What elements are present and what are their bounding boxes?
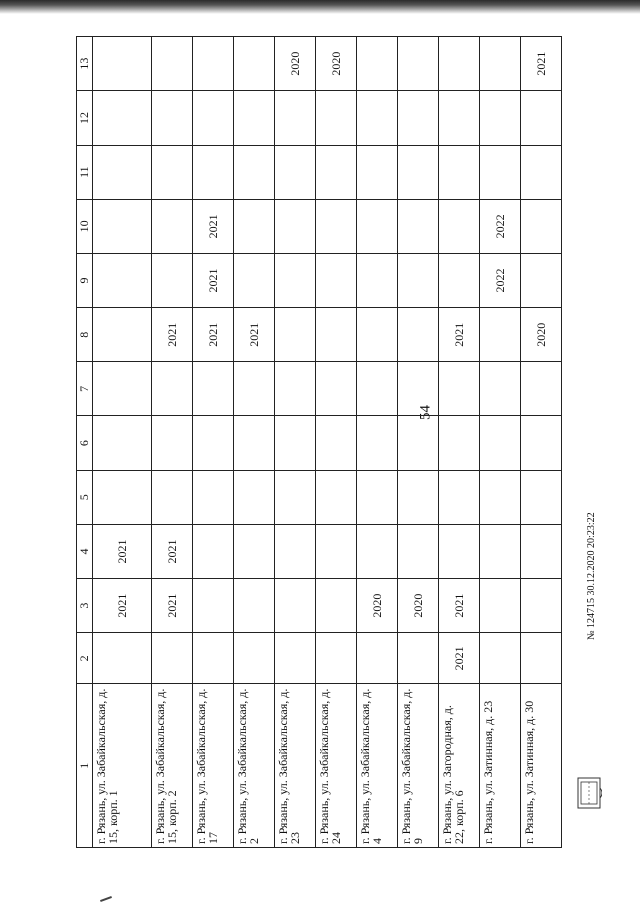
- year-cell: [93, 308, 152, 362]
- year-cell: [480, 37, 521, 91]
- year-cell: [480, 91, 521, 145]
- year-cell: [316, 199, 357, 253]
- year-cell: [439, 37, 480, 91]
- year-cell: [357, 91, 398, 145]
- table-row: [398, 37, 439, 848]
- table-row: [521, 37, 562, 848]
- year-cell: [521, 145, 562, 199]
- year-cell: [480, 470, 521, 524]
- header-cell: 13: [77, 37, 93, 91]
- year-cell: [152, 199, 193, 253]
- header-cell: 2: [77, 633, 93, 684]
- year-cell: [357, 145, 398, 199]
- year-cell: [152, 37, 193, 91]
- address-cell: г. Рязань, ул. Забайкальская, д. 24: [316, 684, 357, 848]
- year-cell: 2020: [316, 37, 357, 91]
- year-cell: [193, 633, 234, 684]
- year-cell: [316, 524, 357, 578]
- year-cell: 2021: [152, 524, 193, 578]
- header-cell: 11: [77, 145, 93, 199]
- year-cell: [439, 145, 480, 199]
- year-cell: [398, 416, 439, 470]
- year-cell: [398, 633, 439, 684]
- page-number: 54: [417, 405, 434, 420]
- year-cell: [234, 362, 275, 416]
- year-cell: [93, 91, 152, 145]
- year-cell: [152, 416, 193, 470]
- year-cell: [152, 91, 193, 145]
- year-cell: [93, 416, 152, 470]
- year-cell: [357, 199, 398, 253]
- table-row: [357, 37, 398, 848]
- year-cell: [234, 199, 275, 253]
- year-cell: [398, 199, 439, 253]
- year-cell: [152, 253, 193, 307]
- year-cell: [398, 362, 439, 416]
- address-cell: г. Рязань, ул. Забайкальская, д. 15, корп. 1: [93, 684, 152, 848]
- address-cell: г. Рязань, ул. Забайкальская, д. 2: [234, 684, 275, 848]
- year-cell: [193, 524, 234, 578]
- year-cell: [275, 145, 316, 199]
- year-cell: [275, 253, 316, 307]
- year-cell: 2021: [152, 579, 193, 633]
- header-row: [77, 37, 93, 848]
- year-cell: [398, 145, 439, 199]
- schedule-table: [76, 36, 562, 848]
- year-cell: [357, 37, 398, 91]
- year-cell: 2020: [521, 308, 562, 362]
- year-cell: [480, 145, 521, 199]
- year-cell: [93, 362, 152, 416]
- year-cell: [480, 633, 521, 684]
- year-cell: [275, 524, 316, 578]
- address-cell: г. Рязань, ул. Забайкальская, д. 9: [398, 684, 439, 848]
- year-cell: 2020: [398, 579, 439, 633]
- scan-edge-shadow: [0, 0, 640, 14]
- year-cell: [193, 579, 234, 633]
- year-cell: [275, 91, 316, 145]
- year-cell: [398, 253, 439, 307]
- header-cell: 5: [77, 470, 93, 524]
- year-cell: [152, 633, 193, 684]
- year-cell: [480, 416, 521, 470]
- document-registration-stamp: № 124715 30.12.2020 20:23:22: [586, 512, 597, 640]
- year-cell: [316, 470, 357, 524]
- year-cell: [193, 416, 234, 470]
- year-cell: [439, 416, 480, 470]
- year-cell: 2021: [193, 253, 234, 307]
- year-cell: [521, 633, 562, 684]
- year-cell: 2022: [480, 199, 521, 253]
- year-cell: [234, 253, 275, 307]
- year-cell: [93, 199, 152, 253]
- year-cell: 2020: [357, 579, 398, 633]
- year-cell: 2021: [439, 579, 480, 633]
- year-cell: [398, 37, 439, 91]
- year-cell: [193, 37, 234, 91]
- address-cell: г. Рязань, ул. Забайкальская, д. 17: [193, 684, 234, 848]
- year-cell: 2021: [439, 308, 480, 362]
- year-cell: 2020: [275, 37, 316, 91]
- year-cell: [93, 37, 152, 91]
- year-cell: [193, 145, 234, 199]
- year-cell: [234, 91, 275, 145]
- year-cell: [398, 91, 439, 145]
- table-row: [439, 37, 480, 848]
- year-cell: [480, 308, 521, 362]
- year-cell: [193, 470, 234, 524]
- scan-mark: [100, 896, 112, 902]
- year-cell: [234, 470, 275, 524]
- year-cell: [357, 524, 398, 578]
- table-row: [275, 37, 316, 848]
- year-cell: [275, 199, 316, 253]
- year-cell: [480, 579, 521, 633]
- header-cell: 4: [77, 524, 93, 578]
- year-cell: [275, 470, 316, 524]
- year-cell: [193, 362, 234, 416]
- year-cell: [521, 91, 562, 145]
- year-cell: [439, 253, 480, 307]
- year-cell: [357, 308, 398, 362]
- year-cell: [93, 253, 152, 307]
- table-row: [480, 37, 521, 848]
- year-cell: [234, 416, 275, 470]
- year-cell: [439, 470, 480, 524]
- year-cell: [398, 524, 439, 578]
- year-cell: 2021: [521, 37, 562, 91]
- header-cell: 10: [77, 199, 93, 253]
- year-cell: [357, 470, 398, 524]
- table-row: [93, 37, 152, 848]
- year-cell: 2021: [93, 579, 152, 633]
- table-row: [316, 37, 357, 848]
- year-cell: [521, 470, 562, 524]
- year-cell: [316, 308, 357, 362]
- year-cell: [316, 253, 357, 307]
- address-cell: г. Рязань, ул. Забайкальская, д. 15, корп. 2: [152, 684, 193, 848]
- year-cell: [439, 91, 480, 145]
- year-cell: [152, 145, 193, 199]
- year-cell: [316, 633, 357, 684]
- year-cell: 2021: [152, 308, 193, 362]
- header-cell: 8: [77, 308, 93, 362]
- year-cell: [275, 362, 316, 416]
- year-cell: 2021: [193, 308, 234, 362]
- year-cell: [93, 633, 152, 684]
- year-cell: [521, 199, 562, 253]
- header-cell: 7: [77, 362, 93, 416]
- year-cell: [316, 91, 357, 145]
- year-cell: [521, 524, 562, 578]
- table-row: [234, 37, 275, 848]
- year-cell: [275, 416, 316, 470]
- year-cell: [152, 470, 193, 524]
- year-cell: [521, 579, 562, 633]
- year-cell: [480, 524, 521, 578]
- year-cell: [316, 579, 357, 633]
- year-cell: [193, 91, 234, 145]
- year-cell: [234, 579, 275, 633]
- year-cell: 2021: [93, 524, 152, 578]
- year-cell: [439, 199, 480, 253]
- address-cell: г. Рязань, ул. Загородная, д. 22, корп. 6: [439, 684, 480, 848]
- year-cell: [357, 253, 398, 307]
- year-cell: [316, 145, 357, 199]
- year-cell: [275, 579, 316, 633]
- address-cell: г. Рязань, ул. Затинная, д. 30: [521, 684, 562, 848]
- table-row: [193, 37, 234, 848]
- year-cell: [521, 416, 562, 470]
- year-cell: [234, 37, 275, 91]
- year-cell: 2021: [193, 199, 234, 253]
- year-cell: [275, 633, 316, 684]
- year-cell: [234, 633, 275, 684]
- header-cell: 12: [77, 91, 93, 145]
- year-cell: [316, 416, 357, 470]
- year-cell: [357, 362, 398, 416]
- year-cell: [316, 362, 357, 416]
- header-cell: 9: [77, 253, 93, 307]
- header-cell: 6: [77, 416, 93, 470]
- address-cell: г. Рязань, ул. Затинная, д. 23: [480, 684, 521, 848]
- year-cell: [439, 524, 480, 578]
- year-cell: 2022: [480, 253, 521, 307]
- year-cell: [152, 362, 193, 416]
- year-cell: [521, 253, 562, 307]
- year-cell: [398, 308, 439, 362]
- year-cell: [93, 470, 152, 524]
- table-row: [152, 37, 193, 848]
- year-cell: [398, 470, 439, 524]
- year-cell: [521, 362, 562, 416]
- address-cell: г. Рязань, ул. Забайкальская, д. 23: [275, 684, 316, 848]
- header-cell: 3: [77, 579, 93, 633]
- table-container: [76, 36, 560, 848]
- year-cell: [357, 633, 398, 684]
- year-cell: [275, 308, 316, 362]
- year-cell: [234, 145, 275, 199]
- header-cell: 1: [77, 684, 93, 848]
- year-cell: [439, 362, 480, 416]
- emblem-stamp-icon: [576, 770, 602, 816]
- year-cell: 2021: [234, 308, 275, 362]
- address-cell: г. Рязань, ул. Забайкальская, д. 4: [357, 684, 398, 848]
- year-cell: [480, 362, 521, 416]
- year-cell: [357, 416, 398, 470]
- year-cell: [234, 524, 275, 578]
- year-cell: 2021: [439, 633, 480, 684]
- year-cell: [93, 145, 152, 199]
